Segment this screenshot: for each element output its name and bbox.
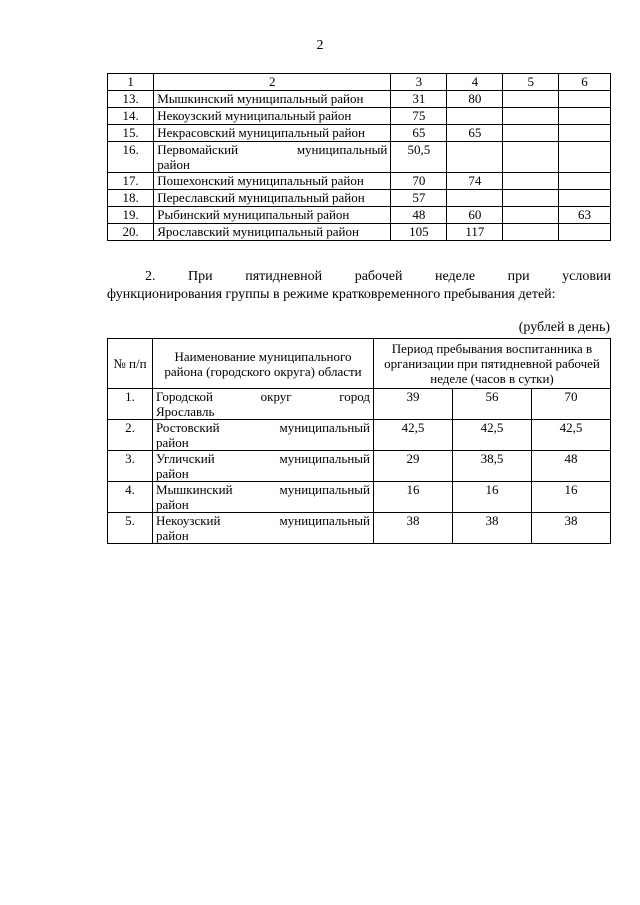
row-number: 16. (108, 142, 154, 173)
value-cell (503, 142, 559, 173)
district-name-word: муниципальный (279, 482, 370, 497)
table-row (108, 207, 611, 224)
table-row (108, 420, 611, 451)
value-cell: 63 (559, 207, 611, 224)
value-cell: 16 (374, 482, 453, 513)
units-note: (рублей в день) (518, 320, 610, 335)
table-row (108, 91, 611, 108)
row-number: 18. (108, 190, 154, 207)
value-cell: 65 (391, 125, 447, 142)
value-cell: 39 (374, 389, 453, 420)
table-header-row (108, 339, 611, 389)
paragraph-word: при (507, 269, 530, 284)
value-cell: 65 (447, 125, 503, 142)
row-number: 14. (108, 108, 154, 125)
value-cell: 42,5 (531, 420, 610, 451)
district-name-line: район (156, 435, 189, 450)
value-cell: 38 (531, 513, 610, 544)
paragraph-word: неделе (435, 269, 476, 284)
row-number: 3. (108, 451, 153, 482)
paragraph-item-2 (107, 268, 611, 304)
value-cell: 16 (531, 482, 610, 513)
value-cell: 48 (531, 451, 610, 482)
value-cell (503, 173, 559, 190)
district-name-word: Первомайский (157, 142, 239, 157)
district-name: Рыбинский муниципальный район (154, 207, 391, 224)
district-name: Мышкинский муниципальный район (154, 91, 391, 108)
value-cell: 117 (447, 224, 503, 241)
table-row (108, 389, 611, 420)
district-name-word: Некоузский (156, 513, 221, 528)
row-number: 15. (108, 125, 154, 142)
column-header: 4 (447, 74, 503, 91)
district-name-line: район (157, 157, 190, 172)
row-number: 13. (108, 91, 154, 108)
page-number: 2 (316, 38, 324, 53)
district-name: Пошехонский муниципальный район (154, 173, 391, 190)
row-number: 17. (108, 173, 154, 190)
district-name: Некрасовский муниципальный район (154, 125, 391, 142)
table-row (108, 108, 611, 125)
value-cell: 38 (452, 513, 531, 544)
short-stay-tariff-table (107, 338, 611, 544)
paragraph-line (107, 268, 611, 286)
value-cell (447, 190, 503, 207)
district-name-word: муниципальный (279, 513, 370, 528)
paragraph-word: При (188, 269, 213, 284)
district-name-line: Ярославль (156, 404, 215, 419)
paragraph-word: пятидневной (245, 269, 323, 284)
value-cell: 38 (374, 513, 453, 544)
district-name: Переславский муниципальный район (154, 190, 391, 207)
row-number: 1. (108, 389, 153, 420)
district-name (153, 420, 374, 451)
value-cell (503, 91, 559, 108)
column-header: 1 (108, 74, 154, 91)
district-name (153, 482, 374, 513)
district-name-word: муниципальный (279, 451, 370, 466)
table-row (108, 142, 611, 173)
value-cell: 57 (391, 190, 447, 207)
value-cell (503, 108, 559, 125)
value-cell (447, 108, 503, 125)
value-cell (503, 224, 559, 241)
district-name-word: муниципальный (296, 142, 388, 157)
table-row (108, 125, 611, 142)
district-name-word: Городской (156, 389, 213, 404)
value-cell (559, 108, 611, 125)
table-row (108, 173, 611, 190)
district-name (153, 513, 374, 544)
district-name-line: район (156, 466, 189, 481)
table-header-row (108, 74, 611, 91)
paragraph-line: функционирования группы в режиме кратковременного пребывания детей: (107, 287, 556, 302)
value-cell: 70 (391, 173, 447, 190)
column-header: 2 (154, 74, 391, 91)
column-header-number: № п/п (108, 339, 153, 389)
value-cell (447, 142, 503, 173)
value-cell (503, 190, 559, 207)
district-name (153, 451, 374, 482)
row-number: 2. (108, 420, 153, 451)
paragraph-word: рабочей (354, 269, 403, 284)
district-name-word: округ (260, 389, 292, 404)
value-cell: 42,5 (452, 420, 531, 451)
column-header-district: Наименование муниципального района (городского округа) области (153, 339, 374, 389)
value-cell: 75 (391, 108, 447, 125)
value-cell: 29 (374, 451, 453, 482)
value-cell (503, 207, 559, 224)
value-cell: 16 (452, 482, 531, 513)
value-cell (503, 125, 559, 142)
district-name-word: Ростовский (156, 420, 220, 435)
value-cell: 74 (447, 173, 503, 190)
value-cell: 50,5 (391, 142, 447, 173)
column-header: 3 (391, 74, 447, 91)
value-cell: 105 (391, 224, 447, 241)
district-name-word: муниципальный (279, 420, 370, 435)
row-number: 4. (108, 482, 153, 513)
value-cell: 38,5 (452, 451, 531, 482)
value-cell: 48 (391, 207, 447, 224)
district-name (153, 389, 374, 420)
column-header: 5 (503, 74, 559, 91)
value-cell: 42,5 (374, 420, 453, 451)
column-header-period: Период пребывания воспитанника в организации при пятидневной рабочей неделе (часов в сутки) (374, 339, 611, 389)
table-row (108, 190, 611, 207)
value-cell: 56 (452, 389, 531, 420)
paragraph-word: условии (562, 269, 611, 284)
column-header: 6 (559, 74, 611, 91)
district-name: Некоузский муниципальный район (154, 108, 391, 125)
table-row (108, 451, 611, 482)
value-cell (559, 91, 611, 108)
table-row (108, 513, 611, 544)
district-name-word: город (339, 389, 370, 404)
tariff-table-continued (107, 73, 611, 241)
value-cell (559, 190, 611, 207)
value-cell: 80 (447, 91, 503, 108)
district-name (154, 142, 391, 173)
district-name-word: Угличский (156, 451, 215, 466)
value-cell: 31 (391, 91, 447, 108)
row-number: 5. (108, 513, 153, 544)
table-row (108, 482, 611, 513)
district-name: Ярославский муниципальный район (154, 224, 391, 241)
district-name-word: Мышкинский (156, 482, 233, 497)
district-name-line: район (156, 497, 189, 512)
paragraph-word: 2. (145, 269, 156, 284)
value-cell (559, 142, 611, 173)
table-row (108, 224, 611, 241)
value-cell (559, 125, 611, 142)
row-number: 20. (108, 224, 154, 241)
value-cell (559, 224, 611, 241)
value-cell: 70 (531, 389, 610, 420)
value-cell (559, 173, 611, 190)
value-cell: 60 (447, 207, 503, 224)
row-number: 19. (108, 207, 154, 224)
district-name-line: район (156, 528, 189, 543)
